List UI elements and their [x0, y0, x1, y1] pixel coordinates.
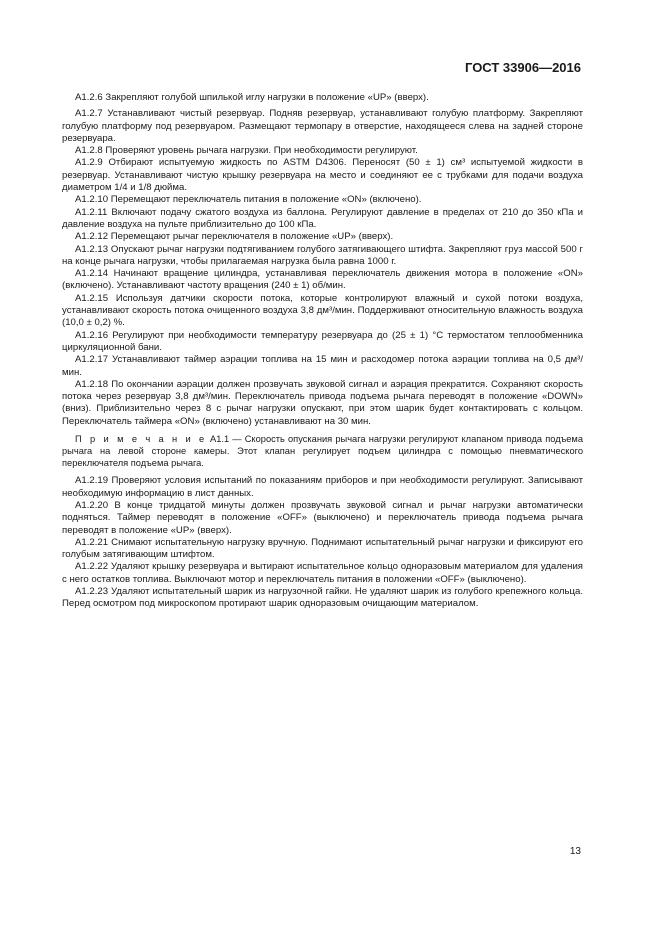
paragraph-a1-2-17: А1.2.17 Устанавливают таймер аэрации топлива на 15 мин и расходомер потока аэрации топлива на 0,5 дм³/мин. — [62, 354, 583, 378]
paragraph-a1-2-20: А1.2.20 В конце тридцатой минуты должен прозвучать звуковой сигнал и рычаг нагрузки автоматически подняться. Таймер переводят в положение «OFF» (выключено) и переключатель привода подъема рычага переводят в положение «UP» (вверх). — [62, 500, 583, 536]
paragraph-a1-2-19: А1.2.19 Проверяют условия испытаний по показаниям приборов и при необходимости регулируют. Записывают необходимую информацию в лист данных. — [62, 475, 583, 499]
paragraph-a1-2-14: А1.2.14 Начинают вращение цилиндра, устанавливая переключатель движения мотора в положение «ON» (включено). Устанавливают частоту вращения (240 ± 1) об/мин. — [62, 268, 583, 292]
paragraph-a1-2-11: А1.2.11 Включают подачу сжатого воздуха из баллона. Регулируют давление в пределах от 210 до 350 кПа и давление воздуха на пульте приблизительно до 100 кПа. — [62, 206, 583, 230]
paragraph-a1-2-13: А1.2.13 Опускают рычаг нагрузки подтягиванием голубого затягивающего штифта. Закрепляют груз массой 500 г на конце рычага нагрузки, чтобы прилагаемая нагрузка была равна 1000 г. — [62, 243, 583, 267]
document-body — [62, 92, 583, 611]
document-header: ГОСТ 33906—2016 — [465, 60, 581, 75]
paragraph-a1-2-7: А1.2.7 Устанавливают чистый резервуар. Подняв резервуар, устанавливают голубую платформу. Закрепляют голубую платформу под резервуаром. Размещают термопару в отверстие, находящееся слева на задней стороне резервуара. — [62, 108, 583, 144]
note-label: П р и м е ч а н и е — [75, 434, 207, 445]
paragraph-a1-2-22: А1.2.22 Удаляют крышку резервуара и вытирают испытательное кольцо одноразовым материалом для удаления с него остатков топлива. Выключают мотор и переключатель питания в положении «OFF» (выключено). — [62, 561, 583, 585]
note — [62, 434, 583, 469]
paragraph-a1-2-23: А1.2.23 Удаляют испытательный шарик из нагрузочной гайки. Не удаляют шарик из голубого крепежного кольца. Перед осмотром под микроскопом протирают шарик одноразовым очищающим материалом. — [62, 586, 583, 610]
paragraph-a1-2-9: А1.2.9 Отбирают испытуемую жидкость по ASTM D4306. Переносят (50 ± 1) см³ испытуемой жидкости в резервуар. Устанавливают чистую крышку резервуара на место и соединяют ее с трубками для подачи воздуха диаметром 1/4 и 1/8 дюйма. — [62, 157, 583, 194]
paragraph-a1-2-18: А1.2.18 По окончании аэрации должен прозвучать звуковой сигнал и аэрация прекратится. Сохраняют скорость потока через резервуар 3,8 дм³/мин. Переключатель привода подъема рычага переводят в положение «DOWN» (вниз). Приблизительно через 8 с рычаг нагрузки опускают, при этом шарик будет контактировать с кольцом. Переключатель таймера «ON» (включено) устанавливают на 30 мин. — [62, 378, 583, 427]
page-number: 13 — [569, 846, 581, 857]
paragraph-a1-2-12: А1.2.12 Перемещают рычаг переключателя в положение «UP» (вверх). — [75, 231, 394, 243]
paragraph-a1-2-16: А1.2.16 Регулируют при необходимости температуру резервуара до (25 ± 1) °С термостатом теплообменника циркуляционной бани. — [62, 329, 583, 353]
note-text: А1.1 — Скорость опускания рычага нагрузки регулируют клапаном привода подъема рычага на левой стороне камеры. Этот клапан регулирует подъем цилиндра с помощью пневматического переключателя подъема рычага. — [62, 434, 583, 468]
paragraph-a1-2-8: А1.2.8 Проверяют уровень рычага нагрузки. При необходимости регулируют. — [75, 145, 418, 157]
paragraph-a1-2-15: А1.2.15 Используя датчики скорости потока, которые контролируют влажный и сухой потоки воздуха, устанавливают скорость потока очищенного воздуха 3,8 дм³/мин. Поддерживают относительную влажность воздуха (10,0 ± 0,2) %. — [62, 292, 583, 329]
paragraph-a1-2-21: А1.2.21 Снимают испытательную нагрузку вручную. Поднимают испытательный рычаг нагрузки и фиксируют его голубым затягивающим штифтом. — [62, 536, 583, 561]
paragraph-a1-2-10: А1.2.10 Перемещают переключатель питания в положение «ON» (включено). — [75, 194, 422, 206]
paragraph-a1-2-6: А1.2.6 Закрепляют голубой шпилькой иглу нагрузки в положение «UP» (вверх). — [75, 92, 429, 103]
